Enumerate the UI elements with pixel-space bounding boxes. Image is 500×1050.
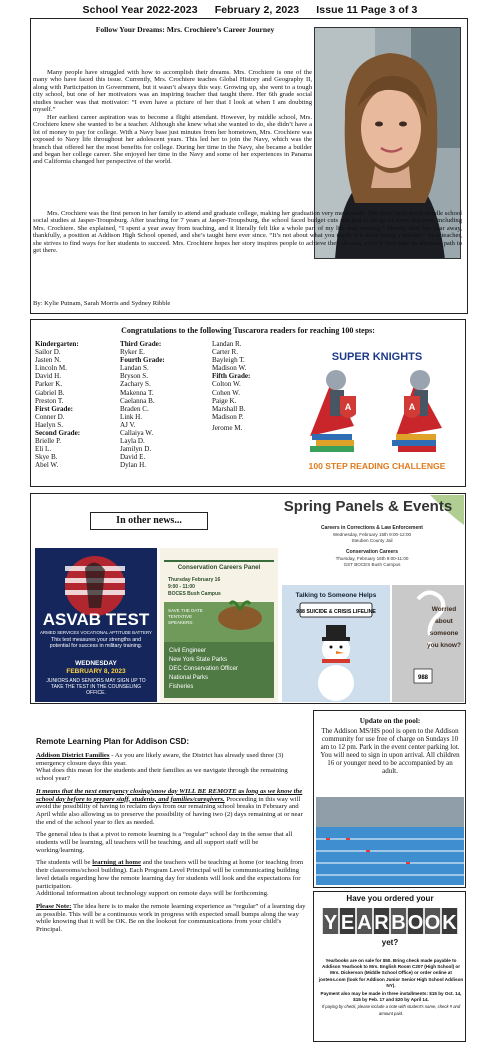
reader-name: Bryson S. (120, 372, 148, 381)
reader-name: Paige K. (212, 396, 237, 405)
lifeline-text: 988 SUICIDE & CRISIS LIFELINE (296, 609, 376, 615)
article-title: Follow Your Dreams: Mrs. Crochiere’s Career Journey (95, 25, 275, 34)
reader-name: Zachary S. (120, 380, 151, 389)
remote-emphasis: It means that the next emergency closing/snow day WILL BE REMOTE as long as we know the school day before to prepare staff, students, and families/caregivers. (36, 787, 303, 803)
reader-name: Marshall B. (212, 404, 246, 413)
reader-name: Madison W. (212, 364, 247, 373)
spring-panel2-title: Conservation Careers (346, 549, 398, 555)
article-paragraph: Her earliest career aspiration was to become a flight attendant. However, by middle school, Mrs. Crochiere knew she wanted to be a teacher. Although she knew what she wanted to do, she didn’t have a lot of money to pay for college. With a Navy base just minutes from her hometown, Mrs. Crochiere was exposed to Navy life throughout her adolescent years. This led her to join the Navy, which was the branch that offered her the most benefits for college. During her time in the Navy, she became a builder and began her college career. She enjoyed her time in the Navy and some of her experiences in Panama and California changed her perspective of the world. (33, 113, 312, 166)
reader-name: Caelanna B. (120, 396, 155, 405)
reader-name: Gabriel B. (35, 388, 65, 397)
reader-name: Callaiya W. (120, 429, 154, 438)
article-paragraph: Many people have struggled with how to accomplish their dreams. Mrs. Crochiere is one of the many who have faced this issue. Currently, Mrs. Crochiere teaches Global History and Geography II, along with Participation in Government, but it wasn’t always this way. Growing up, she went to a tough city school, but one of her motivators was an inspiring teacher that taught there. Her 6th grade social studies teacher was that motivator: “I even have a picture of her that I look at when I am doubting myself.” (33, 69, 312, 114)
remote-lead: Addison District Families (36, 752, 110, 759)
knight-left (310, 370, 356, 436)
super-knights-subtitle: 100 STEP READING CHALLENGE (308, 461, 446, 471)
reader-name: Madison P. (212, 412, 244, 421)
reader-name: Conner D. (35, 412, 65, 421)
speaker-item: Fisheries (169, 684, 194, 690)
grade-heading: Fifth Grade: (212, 372, 251, 381)
issue-date: February 2, 2023 (214, 4, 300, 16)
worried-line: someone (429, 630, 459, 637)
yearbook-payment: Payment also may be made in three installments: $15 by Oct. 14, $15 by Feb. 17 and $20 by April 14. (320, 991, 462, 1003)
reader-name: Landan S. (120, 364, 149, 373)
super-knights-graphic (292, 348, 462, 474)
spring-title: Spring Panels & Events (283, 498, 453, 515)
reader-name: Abel W. (35, 461, 59, 470)
spring-panel1-where: Steuben County Jail (351, 538, 393, 543)
remote-paragraph-2: It means that the next emergency closing/snow day WILL BE REMOTE as long as we know the school day before to prepare staff, students, and families/caregivers. Proceeding in this way will avoid the possibility of having to reclaim days from our remaining school breaks in February and April while also allowing us to preserve the possibility of having two (2) days remaining at or near the end of the school year to flex as needed. (36, 787, 303, 826)
speaker-item: DEC Conservation Officer (169, 666, 238, 672)
asvab-subtitle: ARMED SERVICES VOCATIONAL APTITUDE BATTERY (40, 630, 152, 635)
reader-name: Jasten N. (35, 356, 62, 365)
super-knights-title: SUPER KNIGHTS (331, 351, 423, 363)
conservation-title: Conservation Careers Panel (177, 564, 261, 571)
worried-line: about (435, 618, 453, 625)
reader-name: Colton W. (212, 380, 241, 389)
svg-text:A: A (344, 402, 352, 412)
page-header (0, 4, 500, 16)
spring-panel2-when: Thursday, February 16th 9:00-11:00 (335, 556, 409, 561)
reader-name: Sailor D. (35, 348, 61, 357)
grade-heading: Fourth Grade: (120, 356, 165, 365)
reader-name: Cohen W. (212, 388, 240, 397)
yearbook-text (318, 958, 464, 1017)
worried-poster (392, 585, 464, 702)
pool-photo (316, 797, 464, 885)
reader-name: Layla D. (120, 437, 145, 446)
reader-name: Eli L. (35, 445, 52, 454)
svg-text:A: A (408, 402, 416, 412)
yearbook-letter: R (374, 912, 389, 934)
news-title: In other news... (90, 512, 208, 530)
reader-name: Lincoln M. (35, 364, 67, 373)
remote-title: Remote Learning Plan for Addison CSD: (36, 737, 190, 746)
asvab-title: ASVAB TEST (42, 610, 150, 629)
remote-paragraph-4: The students will be learning at home and the teachers will be teaching at home (or teaching from their classrooms/school building). Each Program Level Principal will be communicating building level details regarding how the remote learning day for students will look and the expectations for participation. Additional information about technology support on remote days will be forthcoming. (36, 859, 304, 898)
article-byline: By: Kylie Putnam, Sarah Morris and Sydney Ribble (33, 300, 171, 307)
conservation-time: 9:00 - 11:00 (168, 584, 195, 590)
reader-name: Link H. (120, 412, 143, 421)
worried-988: 988 (417, 675, 429, 681)
remote-paragraph-5: Please Note: The idea here is to make the remote learning experience as “regular” of a learning day as possible. This will be a continuous work in progress with expected small bumps along the way while knowing that it will be OK. Be on the lookout for communications from your child’s Principal. (36, 902, 306, 934)
reader-name: Parker K. (35, 380, 63, 389)
reader-name: Jerome M. (212, 423, 243, 432)
reader-name: Braden C. (120, 404, 149, 413)
asvab-footer: JUNIORS AND SENIORS MAY SIGN UP TO TAKE THE TEST IN THE COUNSELING OFFICE. (46, 678, 146, 696)
article-paragraph: Mrs. Crochiere was the first person in her family to attend and graduate college, making her graduation very memorable. She went on to teach middle school social studies at Jasper-Troupsburg. After teaching for 7 years at Jasper-Troupsburg, the school faced budget cuts and had to let go of some teachers, including Mrs. Crochiere. She explained, “I spent a year away from teaching, and it literally felt like a whole part of my life was missing.” Shortly after her year away, thankfully, a position at Addison High School opened, and she’s taught here ever since. “It’s not about what you teach; it’s about being a teacher.” As a teacher, she strives to find ways for her students to succeed. Mrs. Crochiere hopes her story inspires people to achieve their dreams, even if they take an alternate path to get there. (33, 210, 462, 255)
yearbook-letter: O (424, 912, 441, 934)
yearbook-banner (322, 906, 458, 936)
yearbook-info: Yearbooks are on sale for $50. Bring check made payable to Addison Yearbook to Mrs. English Room C207 (High School) or Mrs. Dickerson (Middle School Office) or order online at jostens.com (look for Addison Junior Senior High School Addison NY). (318, 958, 464, 988)
worried-line: Worried (431, 606, 457, 613)
spring-panel1-title: Careers in Corrections & Law Enforcement (321, 525, 423, 531)
reader-name: David H. (35, 372, 62, 381)
article-body-cont (33, 210, 462, 255)
spring-panels-poster (280, 495, 464, 583)
yearbook-have: Have you ordered your (346, 894, 434, 903)
knight-right (396, 370, 442, 436)
asvab-day: WEDNESDAY (75, 660, 117, 667)
article-body (33, 69, 312, 166)
reader-name: Dylan H. (120, 461, 147, 470)
reader-name: Landan R. (212, 340, 242, 348)
talking-title: Talking to Someone Helps (295, 592, 377, 599)
reader-name: Jamilyn D. (120, 445, 152, 454)
yearbook-letter: Y (323, 912, 338, 934)
talking-poster (282, 585, 390, 702)
asvab-poster (35, 548, 157, 702)
book-stack (310, 434, 436, 452)
readers-column-2 (120, 340, 165, 470)
pool-text: The Addison MS/HS pool is open to the Addison community for use free of charge on Sundays 10 am to 12 pm. Park in the event center parking lot. You will need to sign in upon arrival. All children 16 or younger need to be accompanied by an adult. (320, 727, 460, 775)
remote-body (36, 752, 306, 939)
reader-name: Skye B. (35, 453, 58, 462)
yearbook-note: If paying by check, please include a note with student's name, check # and amount paid. (321, 1004, 461, 1016)
conservation-poster (160, 548, 278, 702)
yearbook-letter: B (391, 912, 406, 934)
speaker-item: Civil Engineer (169, 648, 207, 654)
remote-paragraph-3: The general idea is that a pivot to remote learning is a “regular” school day in the sense that all students will be learning, all teachers will be teaching, and all support staff will be working/learning. (36, 831, 293, 854)
asvab-date: FEBRUARY 8, 2023 (66, 668, 126, 675)
yearbook-yet: yet? (381, 938, 399, 947)
yearbook-letter: E (340, 912, 355, 934)
readers-title: Congratulations to the following Tuscarora readers for reaching 100 steps: (121, 326, 375, 335)
issue-number: Issue 11 Page 3 of 3 (316, 4, 418, 16)
school-year: School Year 2022-2023 (82, 4, 198, 16)
grade-heading: Kindergarten: (35, 340, 79, 348)
reader-name: Carter R. (212, 348, 239, 357)
conservation-place: BOCES Bush Campus (168, 591, 221, 597)
grade-heading: First Grade: (35, 404, 74, 413)
conservation-date: Thursday February 16 (168, 577, 221, 583)
reader-name: Brielle P. (35, 437, 62, 446)
pool-title: Update on the pool: (359, 717, 421, 725)
asvab-body: This test measures your strengths and potential for success in military training. (49, 637, 143, 649)
grade-heading: Second Grade: (35, 429, 81, 438)
spring-panel2-where: GST BOCES Bush Campus (343, 562, 401, 567)
yearbook-letter: O (407, 912, 424, 934)
conservation-save-date: SAVE THE DATE TENTATIVE SPEAKERS: (168, 608, 203, 625)
remote-paragraph-1: Addison District Families - As you are likely aware, the District has already used three (3) emergency closure days this year. What does this mean for the students and their families as we navigate through the remaining school year? (36, 752, 288, 783)
yearbook-letter: K (442, 912, 457, 934)
grade-heading: Third Grade: (120, 340, 162, 348)
speaker-item: New York State Parks (169, 657, 228, 663)
reader-name: Haelyn S. (35, 420, 63, 429)
speaker-item: National Parks (169, 675, 209, 681)
yearbook-letter: A (357, 912, 372, 934)
readers-column-1 (35, 340, 80, 470)
reader-name: Bayleigh T. (212, 356, 245, 365)
reader-name: Makenna T. (120, 388, 154, 397)
reader-name: David E. (120, 453, 146, 462)
reader-name: AJ V. (120, 420, 136, 429)
worried-line: you know? (427, 642, 461, 649)
readers-column-3 (212, 340, 250, 432)
reader-name: Preston T. (35, 396, 64, 405)
spring-panel1-when: Wednesday, February 15th 9:00-12:00 (332, 532, 412, 537)
reader-name: Ryker E. (120, 348, 145, 357)
